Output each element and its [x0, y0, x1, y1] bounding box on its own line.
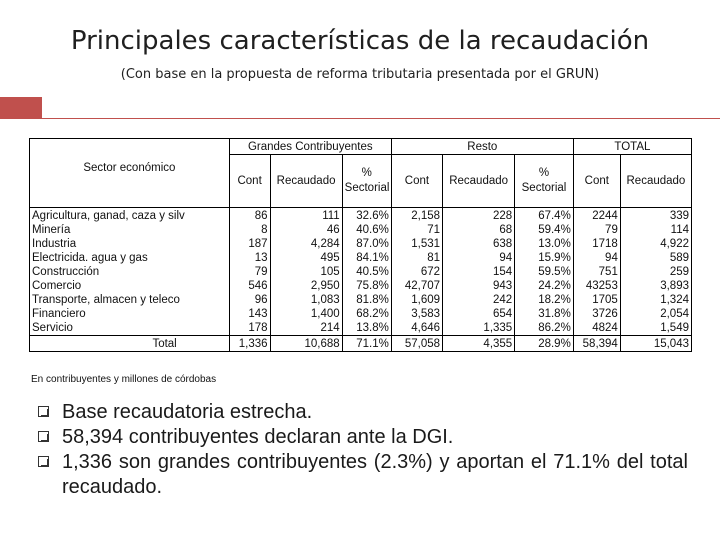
sector-header: Sector económico: [30, 139, 230, 208]
table-cell: 40.5%: [342, 265, 391, 279]
table-cell: 228: [443, 208, 515, 224]
table-cell: 46: [270, 223, 342, 237]
table-cell: 589: [620, 251, 691, 265]
bullet-item: [38, 400, 688, 425]
checkbox-bullet-icon: [38, 431, 49, 442]
table-cell: Transporte, almacen y teleco: [30, 293, 230, 307]
table-cell: 1,609: [391, 293, 442, 307]
bullet-item: [38, 450, 688, 500]
slide-subtitle: (Con base en la propuesta de reforma tributaria presentada por el GRUN): [120, 67, 600, 82]
table-cell: 84.1%: [342, 251, 391, 265]
column-header: Cont: [229, 155, 270, 208]
table-cell: 4824: [573, 321, 620, 336]
table-row: [30, 279, 692, 293]
table-cell: 1,324: [620, 293, 691, 307]
table-cell: 1718: [573, 237, 620, 251]
table-cell: 4,355: [443, 336, 515, 352]
table-cell: 71: [391, 223, 442, 237]
table-cell: 13.0%: [515, 237, 574, 251]
table-cell: 672: [391, 265, 442, 279]
table-cell: 40.6%: [342, 223, 391, 237]
table-cell: 1,549: [620, 321, 691, 336]
table-cell: 8: [229, 223, 270, 237]
table-cell: 3,893: [620, 279, 691, 293]
table-cell: 4,284: [270, 237, 342, 251]
table-cell: Construcción: [30, 265, 230, 279]
table-cell: 1705: [573, 293, 620, 307]
table-cell: Servicio: [30, 321, 230, 336]
table-cell: Agricultura, ganad, caza y silv: [30, 208, 230, 224]
table-cell: 1,335: [443, 321, 515, 336]
column-header: Cont: [573, 155, 620, 208]
group-header-row: [30, 139, 692, 155]
table-cell: 546: [229, 279, 270, 293]
group-header-grandes: Grandes Contribuyentes: [229, 139, 391, 155]
table-cell: 15.9%: [515, 251, 574, 265]
table-cell: 81: [391, 251, 442, 265]
table-cell: 187: [229, 237, 270, 251]
table-cell: 154: [443, 265, 515, 279]
table-cell: Electricida. agua y gas: [30, 251, 230, 265]
table-cell: 15,043: [620, 336, 691, 352]
table-cell: 114: [620, 223, 691, 237]
table-cell: 58,394: [573, 336, 620, 352]
table-cell: 86.2%: [515, 321, 574, 336]
table-cell: 67.4%: [515, 208, 574, 224]
table-cell: 28.9%: [515, 336, 574, 352]
table-row: [30, 251, 692, 265]
table-cell: 79: [229, 265, 270, 279]
table-cell: 32.6%: [342, 208, 391, 224]
table-cell: 18.2%: [515, 293, 574, 307]
table-cell: 79: [573, 223, 620, 237]
table-cell: Financiero: [30, 307, 230, 321]
checkbox-bullet-icon: [38, 406, 49, 417]
total-row: [30, 336, 692, 352]
table-cell: 242: [443, 293, 515, 307]
column-header: Recaudado: [270, 155, 342, 208]
table-cell: 339: [620, 208, 691, 224]
table-cell: 111: [270, 208, 342, 224]
group-header-resto: Resto: [391, 139, 573, 155]
table-cell: 1,336: [229, 336, 270, 352]
bullet-list: [38, 400, 688, 500]
group-header-total: TOTAL: [573, 139, 691, 155]
table-cell: 59.4%: [515, 223, 574, 237]
table-cell: 178: [229, 321, 270, 336]
table-row: [30, 321, 692, 336]
table-cell: 71.1%: [342, 336, 391, 352]
table-cell: 105: [270, 265, 342, 279]
tax-collection-table: [29, 138, 692, 352]
table-cell: 31.8%: [515, 307, 574, 321]
table-cell: 96: [229, 293, 270, 307]
column-header: Cont: [391, 155, 442, 208]
table-cell: 638: [443, 237, 515, 251]
column-header: Recaudado: [443, 155, 515, 208]
table-cell: 87.0%: [342, 237, 391, 251]
table-cell: 2,158: [391, 208, 442, 224]
bullet-text: 58,394 contribuyentes declaran ante la DGI.: [62, 426, 454, 448]
table-cell: 10,688: [270, 336, 342, 352]
bullet-text: Base recaudatoria estrecha.: [62, 401, 313, 423]
table-cell: Minería: [30, 223, 230, 237]
table-cell: 43253: [573, 279, 620, 293]
table-cell: 1,083: [270, 293, 342, 307]
accent-bar: [0, 97, 42, 119]
table-cell: 1,531: [391, 237, 442, 251]
table-cell: 495: [270, 251, 342, 265]
table-cell: 94: [573, 251, 620, 265]
table-cell: 86: [229, 208, 270, 224]
table-cell: 68.2%: [342, 307, 391, 321]
table-cell: 2,950: [270, 279, 342, 293]
table-cell: 68: [443, 223, 515, 237]
accent-divider: [42, 118, 720, 119]
table-cell: 75.8%: [342, 279, 391, 293]
table-cell: 13: [229, 251, 270, 265]
bullet-text: 1,336 son grandes contribuyentes (2.3%) y aportan el 71.1% del total recaudado.: [62, 451, 688, 498]
table-cell: 259: [620, 265, 691, 279]
table-cell: 24.2%: [515, 279, 574, 293]
table-cell: 654: [443, 307, 515, 321]
table-cell: 751: [573, 265, 620, 279]
table-cell: 2244: [573, 208, 620, 224]
table-cell: 57,058: [391, 336, 442, 352]
table-cell: 94: [443, 251, 515, 265]
slide-title: Principales características de la recaudación: [70, 26, 650, 56]
table-cell: 143: [229, 307, 270, 321]
table-cell: 3726: [573, 307, 620, 321]
column-header: Recaudado: [620, 155, 691, 208]
table-cell: 1,400: [270, 307, 342, 321]
checkbox-bullet-icon: [38, 456, 49, 467]
table-cell: 943: [443, 279, 515, 293]
column-header: % Sectorial: [342, 155, 391, 208]
table-cell: 2,054: [620, 307, 691, 321]
table-row: [30, 307, 692, 321]
table-cell: 214: [270, 321, 342, 336]
table-row: [30, 293, 692, 307]
table-cell: Comercio: [30, 279, 230, 293]
table-row: [30, 208, 692, 224]
table-cell: 4,646: [391, 321, 442, 336]
table-cell: 59.5%: [515, 265, 574, 279]
table-row: [30, 223, 692, 237]
table-cell: 81.8%: [342, 293, 391, 307]
total-label: Total: [30, 336, 230, 352]
table-row: [30, 265, 692, 279]
table-cell: Industria: [30, 237, 230, 251]
table-footnote: En contribuyentes y millones de córdobas: [31, 374, 217, 385]
table-cell: 4,922: [620, 237, 691, 251]
bullet-item: [38, 425, 688, 450]
column-header: % Sectorial: [515, 155, 574, 208]
table-cell: 3,583: [391, 307, 442, 321]
table-cell: 42,707: [391, 279, 442, 293]
table-row: [30, 237, 692, 251]
table-cell: 13.8%: [342, 321, 391, 336]
